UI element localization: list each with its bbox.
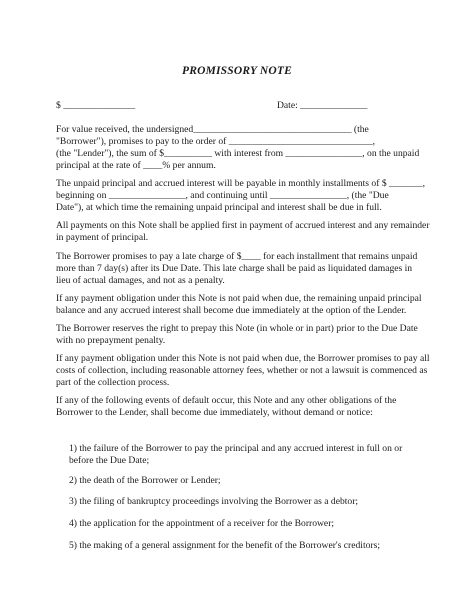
paragraph-line: If any of the following events of default occur, this Note and any other obligations of the — [56, 395, 397, 406]
paragraph-line: Borrower to the Lender, shall become due immediately, without demand or notice: — [56, 407, 373, 418]
paragraph-line: part of the collection process. — [56, 377, 170, 388]
paragraph-line: The Borrower promises to pay a late charge of $____ for each installment that remains unpaid — [56, 251, 418, 262]
paragraph-line: All payments on this Note shall be applied first in payment of accrued interest and any remainder — [56, 220, 430, 231]
list-item: before the Due Date; — [69, 455, 150, 466]
paragraph-line: Date"), at which time the remaining unpaid principal and interest shall be due in full. — [56, 202, 382, 213]
list-item: 4) the application for the appointment of a receiver for the Borrower; — [69, 518, 335, 529]
document-title: PROMISSORY NOTE — [181, 65, 293, 77]
paragraph-line: balance and any accrued interest shall become due immediately at the option of the Lender. — [56, 305, 407, 316]
paragraph-line: The unpaid principal and accrued interest will be payable in monthly installments of $ _______, — [56, 178, 425, 189]
list-item: 2) the death of the Borrower or Lender; — [69, 475, 221, 486]
paragraph-line: "Borrower"), promises to pay to the order of ______________________________, — [56, 136, 376, 147]
list-item: 5) the making of a general assignment for the benefit of the Borrower's creditors; — [69, 540, 381, 551]
paragraph-line: (the "Lender"), the sum of $__________ with interest from ________________, on the unpaid — [56, 148, 420, 159]
paragraph-line: For value received, the undersigned_________________________________ (the — [56, 124, 369, 135]
paragraph-line: more than 7 day(s) after its Due Date. This late charge shall be paid as liquidated damages in — [56, 263, 413, 274]
paragraph-line: in payment of principal. — [56, 232, 149, 243]
paragraph-line: beginning on ________________, and continuing until ________________, (the "Due — [56, 190, 389, 201]
paragraph-line: with no prepayment penalty. — [56, 335, 166, 346]
list-item: 3) the filing of bankruptcy proceedings involving the Borrower as a debtor; — [69, 496, 359, 507]
paragraph-line: lieu of actual damages, and not as a penalty. — [56, 275, 225, 286]
paragraph-line: The Borrower reserves the right to prepay this Note (in whole or in part) prior to the Due Date — [56, 323, 418, 334]
paragraph-line: costs of collection, including reasonable attorney fees, whether or not a lawsuit is commenced as — [56, 365, 428, 376]
paragraph-line: principal at the rate of ____% per annum. — [56, 160, 216, 171]
list-item: 1) the failure of the Borrower to pay the principal and any accrued interest in full on or — [69, 443, 403, 454]
paragraph-line: If any payment obligation under this Note is not paid when due, the Borrower promises to pay all — [56, 353, 430, 364]
amount-field-line: $ _______________ — [56, 100, 136, 111]
date-field-line: Date: ______________ — [277, 100, 368, 111]
paragraph-line: If any payment obligation under this Note is not paid when due, the remaining unpaid principal — [56, 293, 422, 304]
